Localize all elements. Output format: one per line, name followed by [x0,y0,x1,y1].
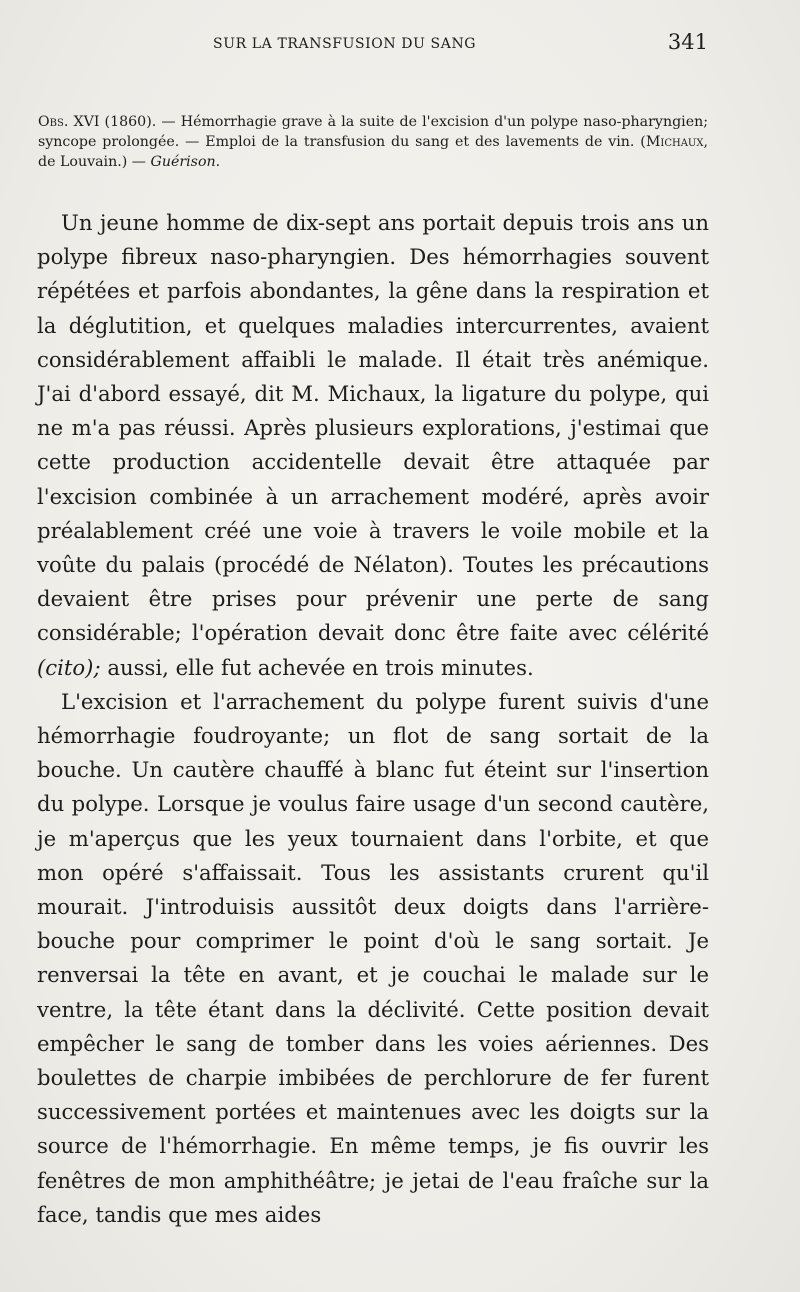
running-title: SUR LA TRANSFUSION DU SANG [213,36,477,52]
observation-place: , de Louvain.) — [38,134,708,170]
running-head [38,30,708,64]
paragraph-1-cito: (cito); [37,654,101,680]
observation-outcome: Guérison. [150,154,221,170]
observation-description: — Hémorrhagie grave à la suite de l'excision d'un polype naso-pharyngien; syncope prolongée. — Emploi de la transfusion du sang et des lavements de vin. ( [38,114,709,150]
page-number: 341 [667,30,708,54]
paragraph-1 [37,206,709,685]
paragraph-2: L'excision et l'arrachement du polype furent suivis d'une hémorrhagie foudroyante; un flot de sang sortait de la bouche. Un cautère chauffé à blanc fut éteint sur l'insertion du polype. Lorsque je voulus faire usage d'un second cautère, je m'aperçus que les yeux tournaient dans l'orbite, et que mon opéré s'affaissait. Tous les assistants crurent qu'il mourait. J'introduisis aussitôt deux doigts dans l'arrière-bouche pour comprimer le point d'où le sang sortait. Je renversai la tête en avant, et je couchai le malade sur le ventre, la tête étant dans la déclivité. Cette position devait empêcher le sang de tomber dans les voies aériennes. Des boulettes de charpie imbibées de perchlorure de fer furent successivement portées et maintenues avec les doigts sur la source de l'hémorrhagie. En même temps, je fis ouvrir les fenêtres de mon amphithéâtre; je jetai de l'eau fraîche sur la face, tandis que mes aides [37,688,709,1227]
observation-heading [38,112,708,172]
observation-label: Obs. XVI (1860). [38,114,157,130]
paragraph-1-part-a: Un jeune homme de dix-sept ans portait depuis trois ans un polype fibreux naso-pharyngien. Des hémorrhagies souvent répétées et parfois abondantes, la gêne dans la respiration et la déglutition, et quelques maladies intercurrentes, avaient considérablement affaibli le malade. Il était très anémique. J'ai d'abord essayé, dit M. Michaux, la ligature du polype, qui ne m'a pas réussi. Après plusieurs explorations, j'estimai que cette production accidentelle devait être attaquée par l'excision combinée à un arrachement modéré, après avoir préalablement créé une voie à travers le voile mobile et la voûte du palais (procédé de Nélaton). Toutes les précautions devaient être prises pour prévenir une perte de sang considérable; l'opération devait donc être faite avec célérité [37,210,709,646]
body-text [37,206,709,1232]
observation-author: Michaux [645,134,704,150]
paragraph-1-part-b: aussi, elle fut achevée en trois minutes. [100,654,534,680]
